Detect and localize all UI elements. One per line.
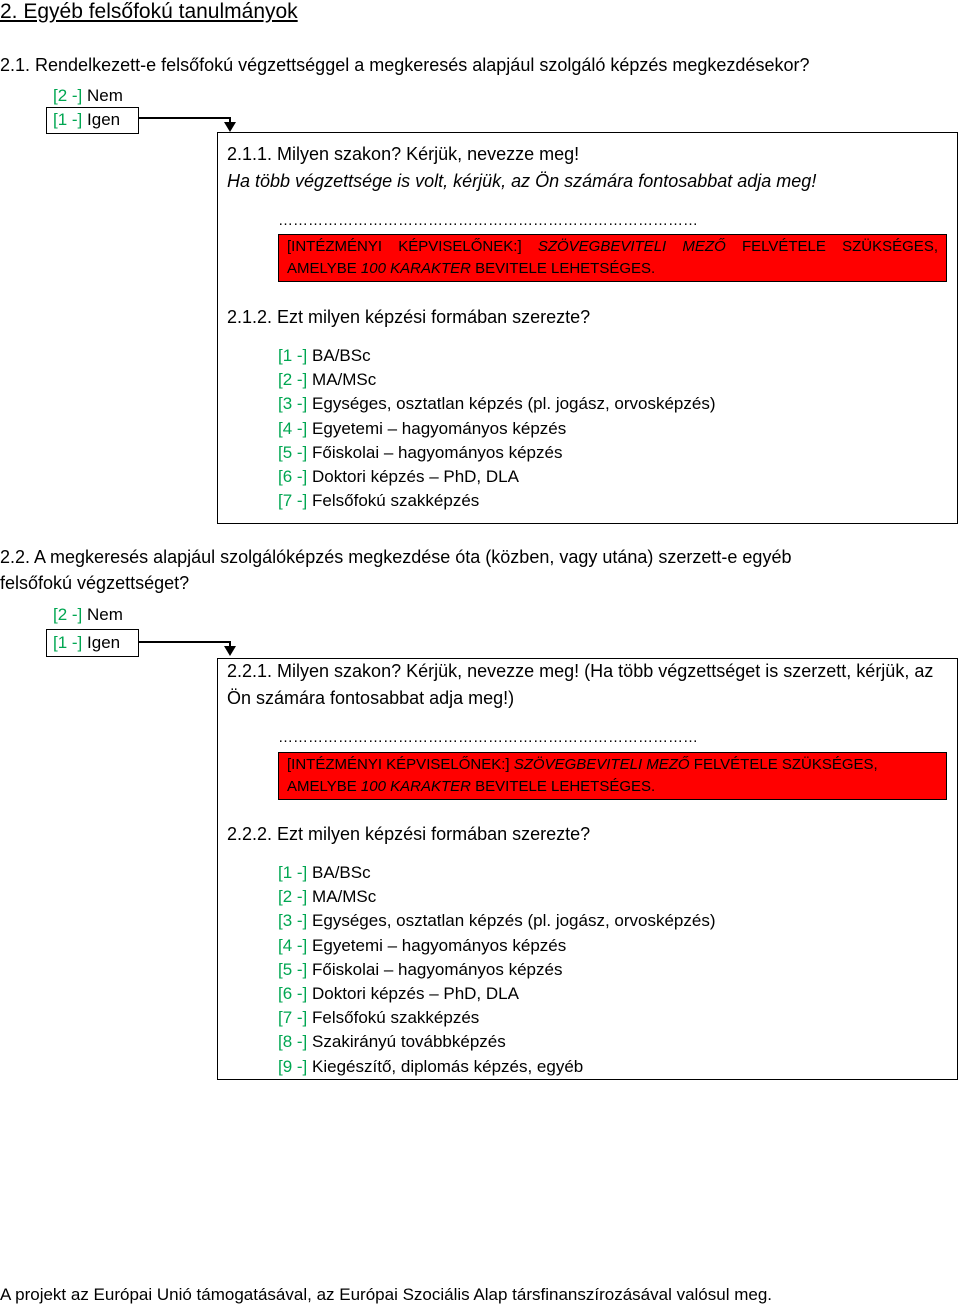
list-item[interactable]: [2 -] MA/MSc [278,370,377,390]
question-2-1-1-note: Ha több végzettsége is volt, kérjük, az Ön számára fontosabbat adja meg! [227,171,817,191]
list-item[interactable]: [1 -] BA/BSc [278,346,371,365]
option-nem-2-1[interactable] [53,84,123,108]
list-item[interactable]: [7 -] Felsőfokú szakképzés [278,491,480,511]
list-item[interactable]: [7 -] Felsőfokú szakképzés [278,1008,480,1028]
option-code: [1 -] [53,110,83,129]
question-2-2-2: 2.2.2. Ezt milyen képzési formában szerezte? [227,824,591,844]
option-igen-2-2[interactable] [53,631,120,655]
option-label: Igen [87,633,121,652]
options-list-2-2-2 [278,861,716,1079]
arrow-down-icon [224,122,236,132]
list-item[interactable]: [1 -] BA/BSc [278,863,371,882]
text-input-placeholder[interactable]: ………………………………………………………………………… [278,729,698,746]
option-label: Nem [87,86,123,105]
question-2-2-line1: 2.2. A megkeresés alapjául szolgálóképzés megkezdése óta (közben, vagy utána) szerzett-e egyéb [0,547,792,567]
section-title: 2. Egyéb felsőfokú tanulmányok [0,0,298,23]
option-label: Nem [87,605,123,624]
question-2-2-line2: felsőfokú végzettséget? [0,573,190,593]
list-item[interactable]: [2 -] MA/MSc [278,887,377,907]
option-label: Igen [87,110,121,129]
footer-text: A projekt az Európai Unió támogatásával, az Európai Szociális Alap társfinanszírozásával valósul meg. [0,1285,773,1304]
branch-arrow-line [139,641,230,643]
instruction-banner: [INTÉZMÉNYI KÉPVISELŐNEK:] SZÖVEGBEVITELI MEZŐ FELVÉTELE SZÜKSÉGES, AMELYBE 100 KARAKTER BEVITELE LEHETSÉGES. [278,752,947,800]
option-igen-2-1[interactable] [53,108,120,132]
text-input-placeholder[interactable]: ………………………………………………………………………… [278,212,698,229]
list-item[interactable]: [3 -] Egységes, osztatlan képzés (pl. jogász, orvosképzés) [278,394,716,414]
list-item[interactable]: [3 -] Egységes, osztatlan képzés (pl. jogász, orvosképzés) [278,911,716,931]
question-2-2-1-line2: Ön számára fontosabbat adja meg!) [227,688,515,708]
list-item[interactable]: [5 -] Főiskolai – hagyományos képzés [278,442,563,462]
question-2-1-1: 2.1.1. Milyen szakon? Kérjük, nevezze meg! [227,144,580,164]
list-item[interactable]: [9 -] Kiegészítő, diplomás képzés, egyéb [278,1056,584,1076]
list-item[interactable]: [4 -] Egyetemi – hagyományos képzés [278,418,567,438]
list-item[interactable]: [8 -] Szakirányú továbbképzés [278,1032,506,1052]
list-item[interactable]: [6 -] Doktori képzés – PhD, DLA [278,466,519,486]
list-item[interactable]: [4 -] Egyetemi – hagyományos képzés [278,935,567,955]
option-nem-2-2[interactable] [53,603,123,627]
question-2-1: 2.1. Rendelkezett-e felsőfokú végzettséggel a megkeresés alapjául szolgáló képzés megkezdésekor? [0,55,810,75]
option-code: [2 -] [53,605,83,624]
options-list-2-1-2 [278,344,716,513]
list-item[interactable]: [6 -] Doktori képzés – PhD, DLA [278,983,519,1003]
arrow-down-icon [224,646,236,656]
branch-arrow-line [139,117,230,119]
question-2-1-2: 2.1.2. Ezt milyen képzési formában szerezte? [227,307,591,327]
list-item[interactable]: [5 -] Főiskolai – hagyományos képzés [278,959,563,979]
option-code: [1 -] [53,633,83,652]
option-code: [2 -] [53,86,83,105]
instruction-banner: [INTÉZMÉNYI KÉPVISELŐNEK:] SZÖVEGBEVITELI MEZŐ FELVÉTELE SZÜKSÉGES, AMELYBE 100 KARAKTER BEVITELE LEHETSÉGES. [278,234,947,282]
question-2-2-1-line1: 2.2.1. Milyen szakon? Kérjük, nevezze meg! (Ha több végzettséget is szerzett, kérjük, az [227,661,934,681]
